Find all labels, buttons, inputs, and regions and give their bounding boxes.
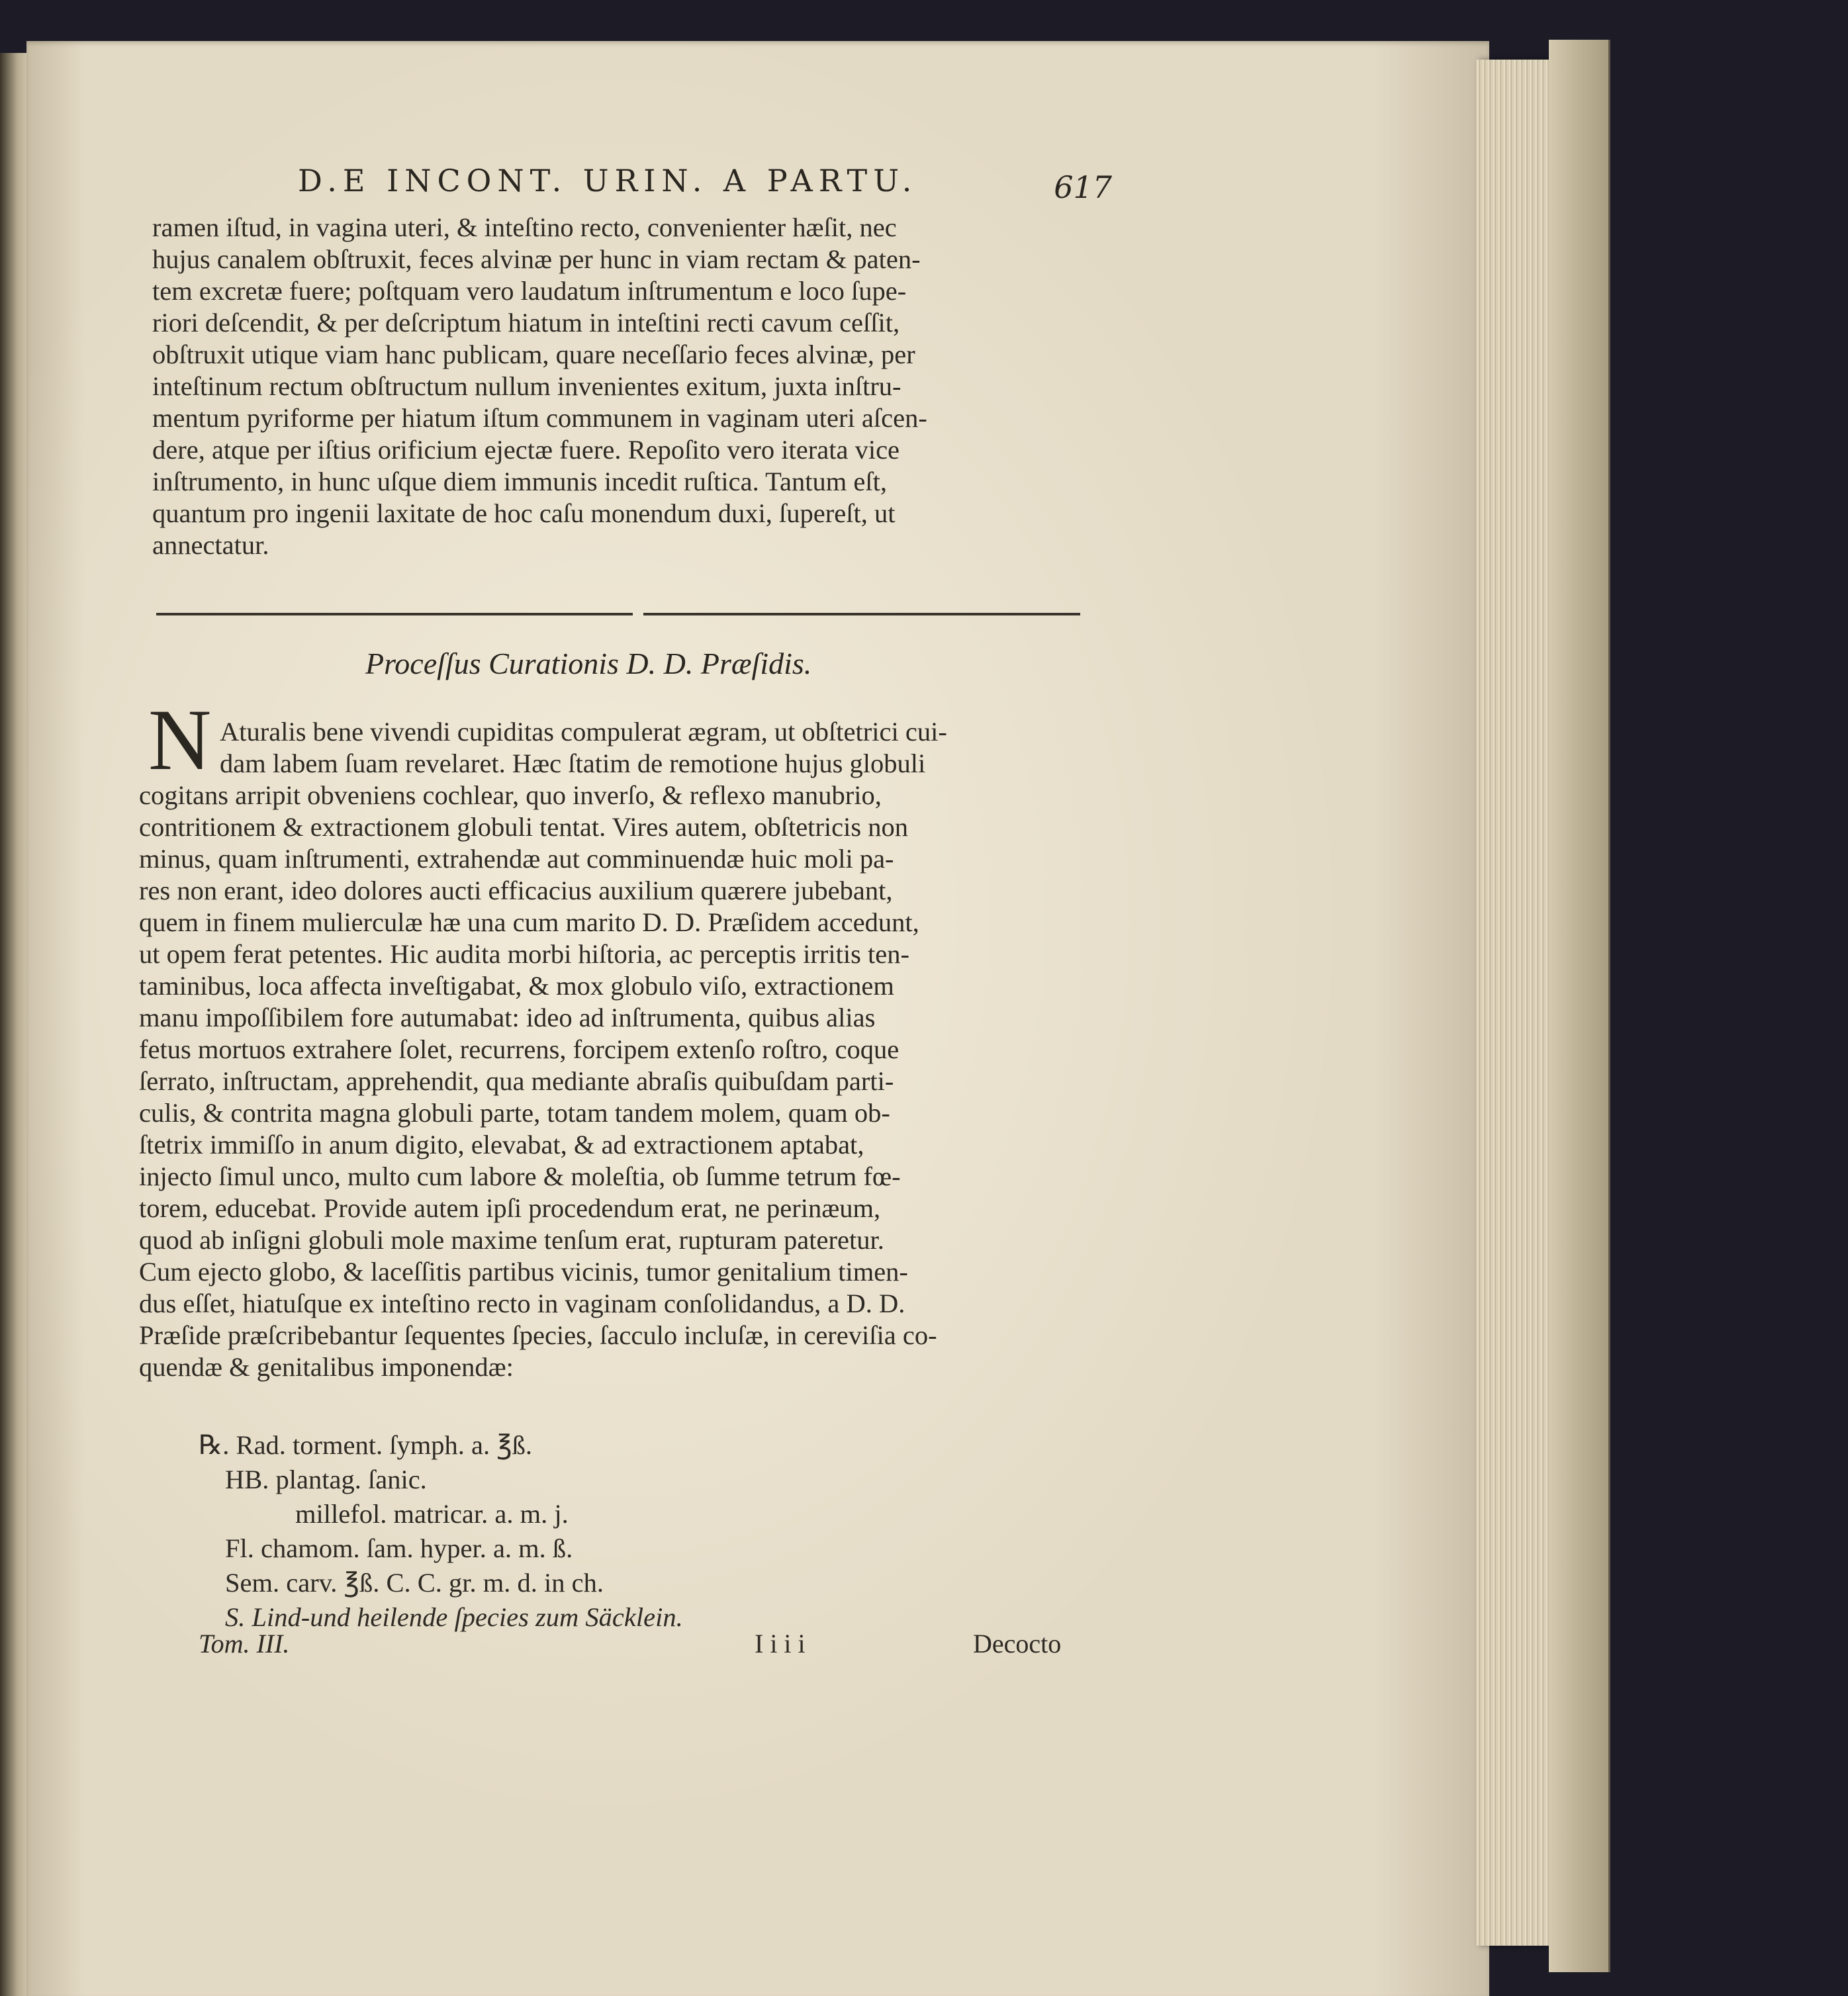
section-title: Proceſſus Curationis D. D. Præſidis. xyxy=(365,647,812,680)
text-line: res non erant, ideo dolores aucti efficacius auxilium quærere jubebant, xyxy=(139,876,893,905)
text-line: quantum pro ingenii laxitate de hoc caſu monendum duxi, ſupereſt, ut xyxy=(152,498,896,528)
text-line: torem, educebat. Provide autem ipſi procedendum erat, ne perinæum, xyxy=(139,1193,881,1223)
text-line: dus eſſet, hiatuſque ex inteſtino recto in vaginam conſolidandus, a D. D. xyxy=(139,1289,905,1318)
text-line: contritionem & extractionem globuli tentat. Vires autem, obſtetricis non xyxy=(139,812,909,842)
text-line: Cum ejecto globo, & laceſſitis partibus vicinis, tumor genitalium timen- xyxy=(139,1257,908,1287)
text-line: obſtruxit utique viam hanc publicam, quare neceſſario feces alvinæ, per xyxy=(152,340,915,369)
text-line: taminibus, loca affecta inveſtigabat, & mox globulo viſo, extractionem xyxy=(139,971,894,1001)
text-line: Aturalis bene vivendi cupiditas compulerat ægram, ut obſtetrici cui- xyxy=(220,717,947,747)
running-head: D.E INCONT. URIN. A PARTU. xyxy=(298,163,918,199)
recipe-line: HB. plantag. ſanic. xyxy=(225,1465,427,1494)
text-line: quendæ & genitalibus imponendæ: xyxy=(139,1352,514,1382)
section-rule-left xyxy=(156,613,633,615)
page-number: 617 xyxy=(1054,169,1112,205)
text-line: minus, quam inſtrumenti, extrahendæ aut comminuendæ huic moli pa- xyxy=(139,844,894,874)
text-line: Præſide præſcribebantur ſequentes ſpecies, ſacculo incluſæ, in cereviſia co- xyxy=(139,1320,937,1350)
text-line: cogitans arripit obveniens cochlear, quo inverſo, & reflexo manubrio, xyxy=(139,780,882,810)
text-line: ſtetrix immiſſo in anum digito, elevabat, & ad extractionem aptabat, xyxy=(139,1130,864,1159)
text-line: annectatur. xyxy=(152,530,269,560)
text-line: ramen iſtud, in vagina uteri, & inteſtino recto, convenienter hæſit, nec xyxy=(152,212,897,242)
text-line: quod ab inſigni globuli mole maxime tenſum erat, rupturam pateretur. xyxy=(139,1225,884,1255)
recipe-line: Sem. carv. ℥ß. C. C. gr. m. d. in ch. xyxy=(225,1568,604,1598)
section-rule-right xyxy=(643,613,1080,615)
text-line: dere, atque per iſtius orificium ejectæ fuere. Repoſito vero iterata vice xyxy=(152,435,900,465)
drop-cap: N xyxy=(148,691,212,788)
recipe-line: Fl. chamom. ſam. hyper. a. m. ß. xyxy=(225,1533,573,1563)
text-line: culis, & contrita magna globuli parte, totam tandem molem, quam ob- xyxy=(139,1098,890,1128)
text-line: injecto ſimul unco, multo cum labore & moleſtia, ob ſumme tetrum fœ- xyxy=(139,1161,901,1191)
text-line: tem excretæ fuere; poſtquam vero laudatum inſtrumentum e loco ſupe- xyxy=(152,276,907,306)
text-line: riori deſcendit, & per deſcriptum hiatum in inteſtini recti cavum ceſſit, xyxy=(152,308,900,338)
page-header xyxy=(298,163,1112,209)
recipe-line: S. Lind-und heilende ſpecies zum Säcklein. xyxy=(225,1602,683,1632)
text-line: manu impoſſibilem fore autumabat: ideo ad inſtrumenta, quibus alias xyxy=(139,1003,876,1032)
text-line: ſerrato, inſtructam, apprehendit, qua mediante abraſis quibuſdam parti- xyxy=(139,1066,894,1096)
text-line: quem in finem mulierculæ hæ una cum marito D. D. Præſidem accedunt, xyxy=(139,907,919,937)
text-line: fetus mortuos extrahere ſolet, recurrens, forcipem extenſo roſtro, coque xyxy=(139,1034,900,1064)
signature-mark: I i i i xyxy=(755,1629,806,1658)
recipe-line: millefol. matricar. a. m. j. xyxy=(295,1499,569,1529)
catchword: Decocto xyxy=(973,1629,1062,1658)
recipe-line: ℞. Rad. torment. ſymph. a. ℥ß. xyxy=(199,1430,533,1460)
text-line: mentum pyriforme per hiatum iſtum communem in vaginam uteri aſcen- xyxy=(152,403,927,433)
text-line: inſtrumento, in hunc uſque diem immunis incedit ruſtica. Tantum eſt, xyxy=(152,467,887,496)
book-cover-edge xyxy=(1549,40,1610,1972)
text-line: hujus canalem obſtruxit, feces alvinæ per hunc in viam rectam & paten- xyxy=(152,244,921,274)
volume-mark: Tom. III. xyxy=(199,1629,290,1658)
text-line: inteſtinum rectum obſtructum nullum invenientes exitum, juxta inſtru- xyxy=(152,371,901,401)
text-line: dam labem ſuam revelaret. Hæc ſtatim de remotione hujus globuli xyxy=(220,748,926,778)
text-line: ut opem ferat petentes. Hic audita morbi hiſtoria, ac perceptis irritis ten- xyxy=(139,939,909,969)
